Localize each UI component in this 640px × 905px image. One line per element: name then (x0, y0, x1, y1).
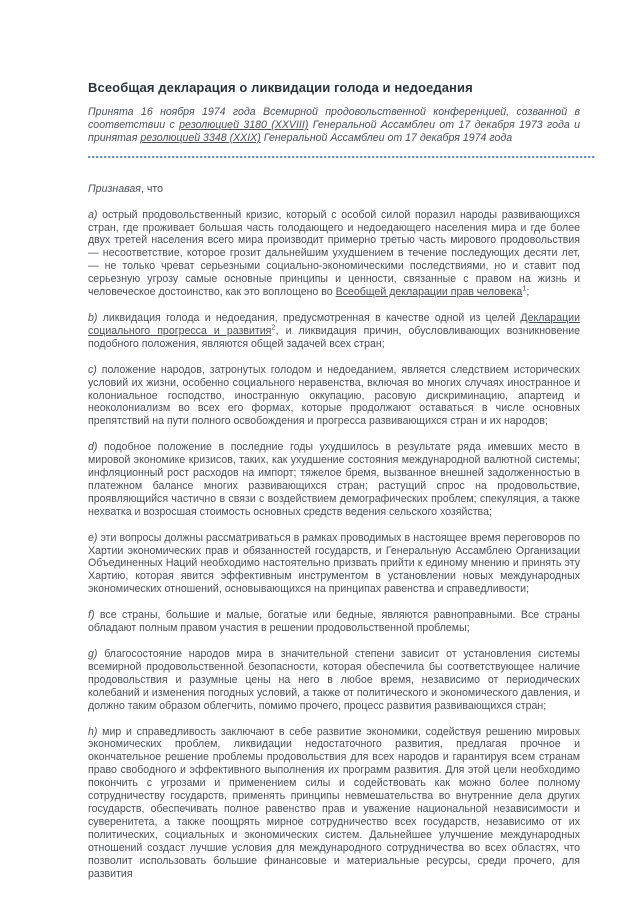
paragraph-marker-h: h) (88, 725, 98, 738)
paragraph-marker-g: g) (88, 648, 98, 660)
link-resolution-3180-xxviii[interactable]: резолюцией 3180 (XXVIII) (179, 118, 309, 131)
text-run: Генеральной Ассамблеи от 17 декабря 1973 года и принятая (88, 118, 580, 144)
text-run: Принята 16 ноября 1974 года Всемирной продовольственной конференцией, созванной в соответствии с (88, 106, 580, 131)
text-run: , и ликвидация причин, обусловливающих возникновение подобного положения, являются общей задачей всех стран; (88, 324, 580, 350)
text-run: острый продовольственный кризис, который с особой силой поразил народы развивающихся стран, где проживает большая часть голодающего и недоедающего населения мира и где более двух третей населения всего мира производит примерно третью часть мирового продовольствия — несоответствие, которое грозит дальнейшим ухудшением в течение последующих десяти лет, — не только чреват серьезными социально-экономическими последствиями, но и ставит под серьезную угрозу самые основные принципы и ценности, связанные с правом на жизнь и человеческое достоинство, как это воплощено во (88, 208, 580, 299)
footnote-ref-2[interactable]: 2 (271, 322, 276, 332)
paragraph-c (88, 364, 580, 429)
link-declaration-social-progress[interactable]: Декларации социального прогресса и развития (88, 311, 580, 337)
adoption-note (88, 106, 580, 145)
text-run: мир и справедливость заключают в себе развитие экономики, содействуя решению мировых экономических проблем, ликвидации недостаточного развития, предлагая прочное и окончательное решение проблемы продовольствия для всех народов и гарантируя всем странам право свободного и эффективного выполнения их программ развития. Для этой цели необходимо покончить с угрозами и применением силы и содействовать как можно более полному сотрудничеству государств, применять принципы невмешательства во внутренние дела других государств, обеспечивать полное равенство прав и уважение национальной независимости и суверенитета, а также поощрять мирное сотрудничество всех государств, независимо от их политических, социальных и экономических систем. Дальнейшее улучшение международных отношений создаст лучшие условия для международного сотрудничества во всех областях, что позволит использовать большие финансовые и материальные ресурсы, среди прочего, для развития (88, 725, 580, 880)
paragraph-e (88, 532, 580, 597)
text-run: ликвидация голода и недоедания, предусмотренная в качестве одной из целей (97, 311, 521, 324)
text-run: ; (526, 286, 530, 299)
text-run: Генеральной Ассамблеи от 17 декабря 1974 года (260, 131, 513, 144)
paragraph-b (88, 312, 580, 351)
paragraph-marker-a: a) (88, 208, 98, 221)
preamble-lead (88, 183, 580, 196)
link-resolution-3348-xxix[interactable]: резолюцией 3348 (XXIX) (140, 131, 261, 144)
text-run: , что (140, 182, 163, 195)
link-universal-declaration-human-rights[interactable]: Всеобщей декларации прав человека (335, 286, 523, 299)
dotted-divider (88, 156, 595, 158)
italic-text: Признавая (88, 182, 141, 195)
text-run: благосостояние народов мира в значительной степени зависит от установления системы всемирной продовольственной безопасности, которая обеспечила бы соответствующее наличие продовольствия и разумные цены на него в любое время, независимо от периодических колебаний и изменения погодных условий, а также от политического и экономического давления, и должно таким образом облегчить, помимо прочего, процесс развития развивающихся стран; (88, 648, 580, 712)
paragraph-h (88, 726, 580, 881)
footnote-ref-1[interactable]: 1 (522, 283, 527, 293)
text-run: подобное положение в последние годы ухудшилось в результате ряда имевших место в мировой экономике кризисов, таких, как ухудшение состояния международной валютной системы; инфляционный рост расходов на импорт; тяжелое бремя, вызванное внешней задолженностью в платежном балансе многих развивающихся стран; растущий спрос на продовольствие, проявляющийся частично в связи с воздействием демографических проблем; спекуляция, а также нехватка и возросшая стоимость основных средств ведения сельского хозяйства; (88, 441, 580, 518)
document-title: Всеобщая декларация о ликвидации голода и недоедания (88, 80, 473, 95)
text-run: положение народов, затронутых голодом и недоеданием, является следствием исторических условий их жизни, особенно социального неравенства, включая во многих случаях иностранное и колониальное господство, иностранную оккупацию, расовую дискриминацию, апартеид и неоколониализм во всех его формах, которые продолжают оставаться в числе основных препятствий на пути полного освобождения и прогресса развивающихся стран и их народов; (88, 363, 580, 428)
paragraph-g (88, 648, 580, 713)
paragraph-marker-b: b) (88, 311, 98, 324)
paragraph-a (88, 209, 580, 299)
preamble-paragraphs (88, 209, 580, 881)
paragraph-marker-f: f) (88, 609, 95, 622)
paragraph-f (88, 609, 580, 635)
paragraph-d (88, 441, 580, 518)
paragraph-marker-d: d) (88, 441, 98, 454)
paragraph-marker-c: c) (88, 363, 97, 376)
text-run: все страны, большие и малые, богатые или бедные, являются равноправными. Все страны обладают полным правом участия в решении продовольственной проблемы; (88, 609, 580, 635)
text-run: эти вопросы должны рассматриваться в рамках проводимых в настоящее время переговоров по Хартии экономических прав и обязанностей государств, и Генеральную Ассамблею Организации Объединенных Наций необходимо настоятельно призвать прийти к единому мнению и принять эту Хартию, которая явится эффективным инструментом в установлении новых международных экономических отношений, основывающихся на принципах равенства и справедливости; (88, 531, 580, 596)
paragraph-marker-e: e) (88, 531, 98, 544)
